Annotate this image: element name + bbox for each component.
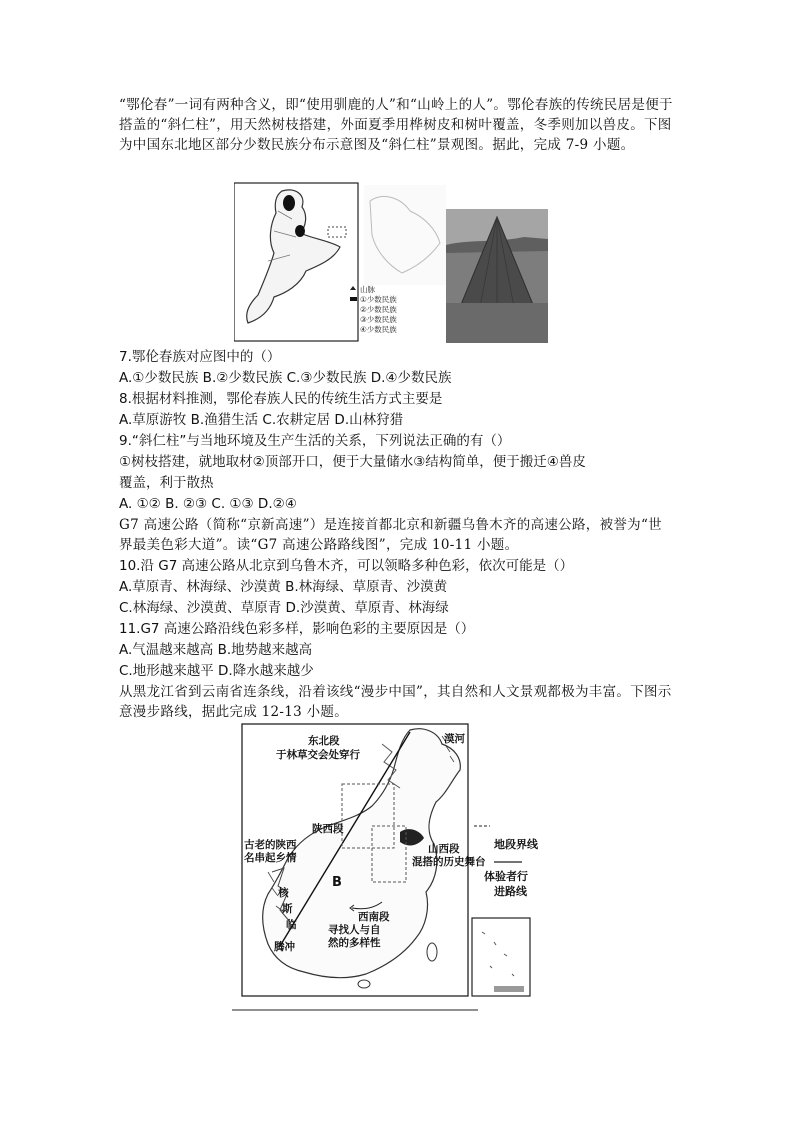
q11-stem: 11.G7 高速公路沿线色彩多样，影响色彩的主要原因是（） (119, 621, 475, 637)
label-vertical: 临 (286, 919, 297, 931)
q10-options-row-1: A.草原青、林海绿、沙漠黄 B.林海绿、草原青、沙漠黄 (119, 579, 448, 595)
q11-options-row-2: C.地形越来越平 D.降水越来越少 (119, 663, 314, 679)
legend-item: ①少数民族 (360, 295, 397, 304)
legend-item: ④少数民族 (360, 325, 397, 334)
figure-1 (234, 181, 550, 345)
figure-2-svg (232, 722, 562, 1014)
legend-swatch-1 (350, 297, 357, 301)
legend-boundary: 地段界线 (494, 838, 538, 851)
legend-item: ③少数民族 (360, 315, 397, 324)
q8-options: A.草原游牧 B.渔猎生活 C.农耕定居 D.山林狩猎 (119, 412, 404, 428)
faded-map-area (364, 185, 446, 285)
q7-stem: 7.鄂伦春族对应图中的（） (119, 349, 281, 365)
q10-options-row-2: C.林海绿、沙漠黄、草原青 D.沙漠黄、草原青、林海绿 (119, 600, 449, 616)
label-southwest-desc: 然的多样性 (328, 937, 381, 949)
label-shaanxi-desc: 名串起乡情 (244, 852, 297, 864)
label-shaanxi: 陕西段 (312, 823, 344, 835)
south-sea-inset (472, 918, 530, 996)
intro-paragraph-2: G7 高速公路（简称“京新高速”）是连接首都北京和新疆乌鲁木齐的高速公路，被誉为“世界最美色彩大道”。读“G7 高速公路路线图”，完成 10-11 小题。 (119, 517, 662, 553)
minority-marker-1 (283, 195, 295, 211)
q8-stem: 8.根据材料推测，鄂伦春族人民的传统生活方式主要是 (119, 391, 443, 407)
q11-options-row-1: A.气温越来越高 B.地势越来越高 (119, 642, 313, 658)
legend-item: 山脉 (360, 285, 375, 294)
south-sea-caption (494, 986, 524, 992)
label-vertical: 核 (278, 887, 289, 899)
label-northeast: 东北段 (308, 735, 340, 747)
label-shanxi-desc: 混搭的历史舞台 (412, 856, 486, 868)
intro-paragraph-3: 从黑龙江省到云南省连条线，沿着该线“漫步中国”，其自然和人文景观都极为丰富。下图示意漫步路线，据此完成 12-13 小题。 (119, 684, 672, 720)
label-point-b: B (332, 875, 342, 890)
label-northeast-desc: 于林草交会处穿行 (276, 749, 360, 761)
q9-options: A. ①② B. ②③ C. ①③ D.②④ (119, 496, 297, 512)
legend-route: 进路线 (494, 885, 527, 898)
q9-stem: 9.“斜仁柱”与当地环境及生产生活的关系，下列说法正确的有（） (119, 433, 511, 449)
photo-ground (446, 303, 548, 343)
legend-route: 体验者行 (484, 870, 528, 883)
label-mohe: 漠河 (444, 733, 465, 745)
q10-stem: 10.沿 G7 高速公路从北京到乌鲁木齐，可以领略多种色彩，依次可能是（） (119, 558, 574, 574)
label-tengchong: 腾冲 (274, 941, 295, 953)
figure-1-svg (234, 181, 550, 345)
legend-item: ②少数民族 (360, 305, 397, 314)
label-vertical: 斯 (282, 903, 293, 915)
figure-2 (232, 722, 562, 1014)
q9-line-2: 覆盖，利于散热 (119, 475, 214, 491)
intro-paragraph-1: “鄂伦春”一词有两种含义，即“使用驯鹿的人”和“山岭上的人”。鄂伦春族的传统民居是便于搭盖的“斜仁柱”，用天然树枝搭建，外面夏季用桦树皮和树叶覆盖，冬季则加以兽皮。下图为中国东北地区部分少数民族分布示意图及“斜仁柱”景观图。据此，完成 7-9 小题。 (119, 97, 673, 153)
label-southwest-desc: 寻找人与自 (328, 924, 381, 936)
label-shanxi: 山西段 (428, 843, 460, 855)
label-shaanxi-desc: 古老的陕西 (244, 839, 297, 851)
minority-marker-2 (295, 225, 305, 237)
q7-options: A.①少数民族 B.②少数民族 C.③少数民族 D.④少数民族 (119, 370, 452, 386)
q9-line-1: ①树枝搭建，就地取材②顶部开口，便于大量储水③结构简单，便于搬迁④兽皮 (119, 454, 586, 470)
label-southwest: 西南段 (358, 911, 390, 923)
